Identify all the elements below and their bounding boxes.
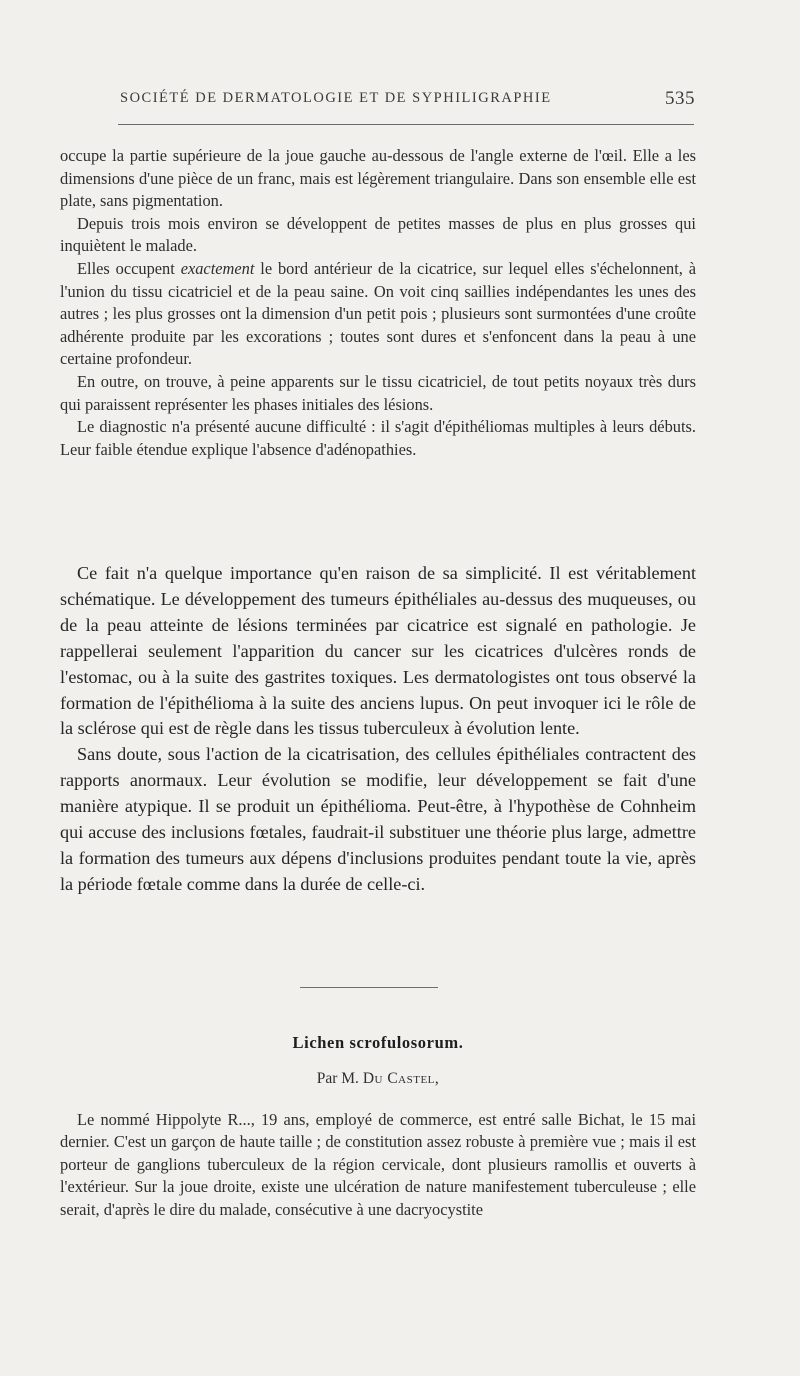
running-header (120, 88, 695, 112)
case-report-text (60, 145, 696, 461)
header-rule (118, 124, 694, 125)
text-run: Elles occupent (77, 258, 181, 278)
paragraph: En outre, on trouve, à peine apparents sur le tissu cicatriciel, de tout petits noyaux très durs qui paraissent représenter les phases initiales des lésions. (60, 371, 696, 414)
section-divider (300, 987, 438, 988)
text-run: le bord antérieur de la cicatrice, sur lequel elles s'échelonnent, à l'union du tissu cicatriciel et de la peau saine. On voit cinq saillies indépendantes les unes des autres ; les plus grosses ont la dimension d'un petit pois ; plusieurs sont surmontées d'une croûte adhérente produite par les excorations ; toutes sont dures et s'enfoncent dans la peau à une certaine profondeur. (60, 258, 696, 369)
paragraph: Ce fait n'a quelque importance qu'en raison de sa simplicité. Il est véritablement schématique. Le développement des tumeurs épithéliales au-dessus des muqueuses, ou de la peau atteinte de lésions terminées par cicatrice est signalé en pathologie. Je rappellerai seulement l'apparition du cancer sur les cicatrices d'ulcères ronds de l'estomac, ou à la suite des gastrites toxiques. Les dermatologistes ont tous observé la formation de l'épithélioma à la suite des anciens lupus. On peut invoquer ici le rôle de la sclérose qui est de règle dans les tissus tuberculeux à évolution lente. (60, 563, 696, 739)
paragraph: Sans doute, sous l'action de la cicatrisation, des cellules épithéliales contractent des rapports anormaux. Leur évolution se modifie, leur développement se fait d'une manière atypique. Il se produit un épithélioma. Peut-être, à l'hypothèse de Cohnheim qui accuse des inclusions fœtales, faudrait-il substituer une théorie plus large, admettre la formation des tumeurs aux dépens d'inclusions produites pendant toute la vie, après la période fœtale comme dans la durée de celle-ci. (60, 744, 696, 894)
paragraph: Le nommé Hippolyte R..., 19 ans, employé de commerce, est entré salle Bichat, le 15 mai dernier. C'est un garçon de haute taille ; de constitution assez robuste à première vue ; mais il est porteur de ganglions tuberculeux de la région cervicale, dont plusieurs ramollis et ouverts à l'extérieur. Sur la joue droite, existe une ulcération de nature manifestement tuberculeuse ; elle serait, d'après le dire du malade, consécutive à une dacryocystite (60, 1110, 696, 1219)
lichen-case-text (60, 1109, 696, 1221)
commentary-text (60, 561, 696, 898)
byline-prefix: Par M. (316, 1070, 363, 1087)
paragraph: occupe la partie supérieure de la joue gauche au-dessous de l'angle externe de l'œil. Elle a les dimensions d'une pièce de un franc, mais est légèrement triangulaire. Dans son ensemble elle est plate, sans pigmentation. (60, 146, 696, 211)
paragraph: Le diagnostic n'a présenté aucune difficulté : il s'agit d'épithéliomas multiples à leurs débuts. Leur faible étendue explique l'absence d'adénopathies. (60, 417, 696, 459)
author-name: Du Castel, (362, 1070, 440, 1087)
section-title: Lichen scrofulosorum. (292, 1033, 464, 1052)
author-byline (60, 1070, 696, 1088)
paragraph (60, 258, 696, 371)
page-number: 535 (665, 88, 695, 109)
running-title: SOCIÉTÉ DE DERMATOLOGIE ET DE SYPHILIGRAPHIE (120, 90, 552, 106)
emphasized-word: exactement (180, 258, 255, 278)
paragraph: Depuis trois mois environ se développent de petites masses de plus en plus grosses qui inquiètent le malade. (60, 213, 696, 256)
